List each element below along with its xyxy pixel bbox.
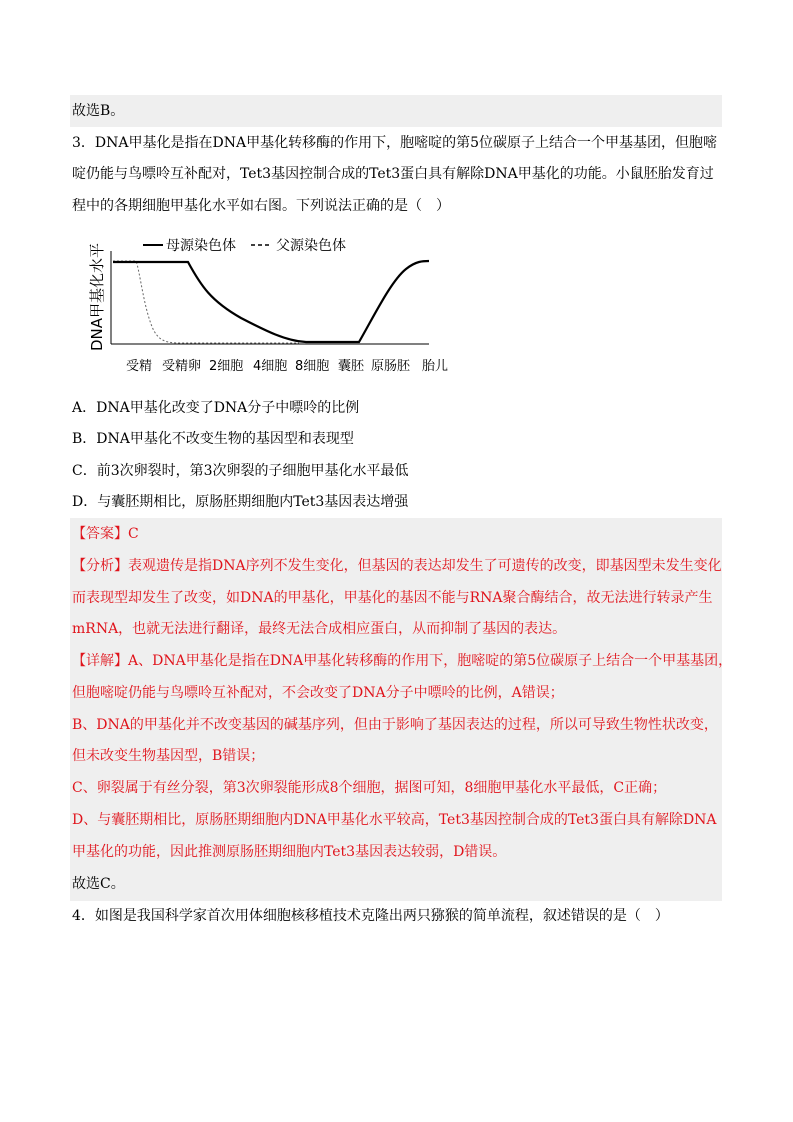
xtick-label: 4细胞 bbox=[253, 359, 288, 374]
conclusion: 故选C。 bbox=[72, 876, 125, 892]
detail-line-3: B、DNA的甲基化并不改变基因的碱基序列，但由于影响了基因表达的过程，所以可导致生物性状改变， bbox=[72, 717, 718, 733]
maternal-curve bbox=[113, 261, 429, 342]
paternal-curve bbox=[113, 261, 299, 343]
detail-line-1: 【详解】A、DNA甲基化是指在DNA甲基化转移酶的作用下，胞嘧啶的第5位碳原子上结合一个甲基基团， bbox=[72, 653, 733, 669]
xtick-label: 胎儿 bbox=[422, 359, 449, 374]
option-b: B．DNA甲基化不改变生物的基因型和表现型 bbox=[72, 431, 354, 447]
analysis-line-2: 而表现型却发生了改变，如DNA的甲基化，甲基化的基因不能与RNA聚合酶结合，故无法进行转录产生 bbox=[72, 590, 713, 606]
detail-line-7: 甲基化的功能，因此推测原肠胚期细胞内Tet3基因表达较弱，D错误。 bbox=[72, 844, 507, 860]
xtick-label: 受精 bbox=[126, 359, 153, 374]
prev-answer-band bbox=[70, 95, 722, 127]
question-3-line-1: 3．DNA甲基化是指在DNA甲基化转移酶的作用下，胞嘧啶的第5位碳原子上结合一个甲基基团，但胞嘧 bbox=[72, 135, 717, 151]
question-3-line-2: 啶仍能与鸟嘌呤互补配对，Tet3基因控制合成的Tet3蛋白具有解除DNA甲基化的功能。小鼠胚胎发育过 bbox=[72, 166, 714, 182]
prev-conclusion: 故选B。 bbox=[72, 103, 125, 119]
xtick-label: 囊胚 bbox=[338, 359, 365, 374]
question-4: 4．如图是我国科学家首次用体细胞核移植技术克隆出两只猕猴的简单流程，叙述错误的是（ ） bbox=[72, 908, 669, 924]
methylation-figure bbox=[86, 231, 456, 376]
legend-paternal-label: 父源染色体 bbox=[276, 238, 346, 254]
figure-ylabel: DNA甲基化水平 bbox=[88, 242, 106, 351]
answer-label: 【答案】C bbox=[72, 526, 139, 542]
xtick-label: 受精卵 bbox=[162, 359, 202, 374]
detail-line-2: 但胞嘧啶仍能与鸟嘌呤互补配对，不会改变了DNA分子中嘌呤的比例，A错误； bbox=[72, 685, 564, 701]
analysis-line-3: mRNA，也就无法进行翻译，最终无法合成相应蛋白，从而抑制了基因的表达。 bbox=[72, 621, 567, 637]
detail-line-6: D、与囊胚期相比，原肠胚期细胞内DNA甲基化水平较高，Tet3基因控制合成的Tet3蛋白具有解除DNA bbox=[72, 812, 717, 828]
xtick-label: 8细胞 bbox=[295, 359, 330, 374]
detail-line-4: 但未改变生物基因型，B错误； bbox=[72, 748, 265, 764]
option-d: D．与囊胚期相比，原肠胚期细胞内Tet3基因表达增强 bbox=[72, 494, 409, 510]
analysis-line-1: 【分析】表观遗传是指DNA序列不发生变化，但基因的表达却发生了可遗传的改变，即基因型未发生变化 bbox=[72, 558, 722, 574]
xtick-label: 2细胞 bbox=[209, 359, 244, 374]
legend-maternal-label: 母源染色体 bbox=[166, 238, 236, 254]
xtick-label: 原肠胚 bbox=[371, 359, 411, 374]
detail-line-5: C、卵裂属于有丝分裂，第3次卵裂能形成8个细胞，据图可知，8细胞甲基化水平最低，C正确； bbox=[72, 780, 667, 796]
question-3-line-3: 程中的各期细胞甲基化水平如右图。下列说法正确的是（ ） bbox=[72, 198, 450, 214]
option-c: C．前3次卵裂时，第3次卵裂的子细胞甲基化水平最低 bbox=[72, 463, 409, 479]
option-a: A．DNA甲基化改变了DNA分子中嘌呤的比例 bbox=[72, 400, 360, 416]
